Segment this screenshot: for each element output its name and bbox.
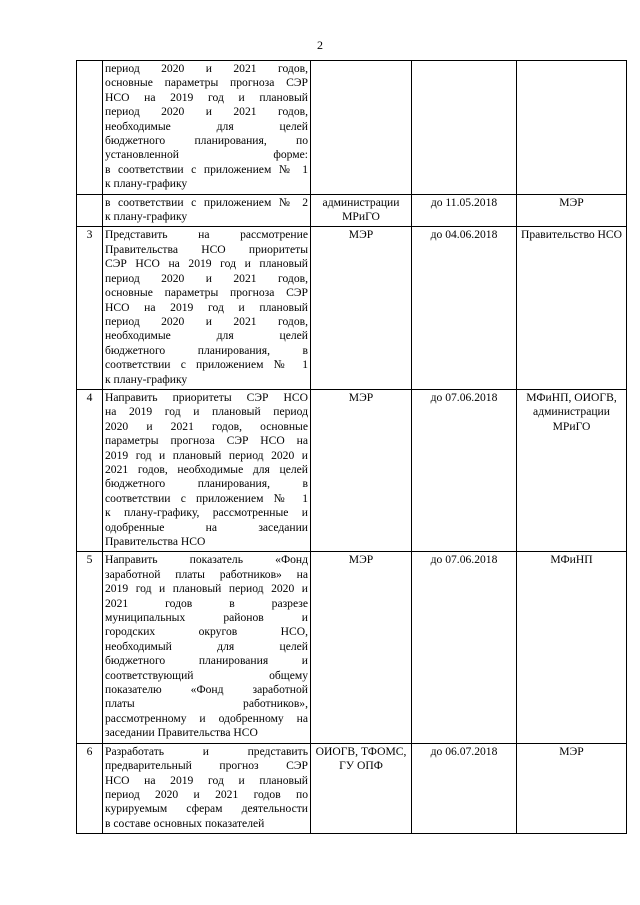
description-line: 2020 и 2021 годов, основные (105, 419, 308, 433)
description-line: на 2019 год и плановый период (105, 405, 308, 419)
description-line: период 2020 и 2021 годов, (105, 314, 308, 328)
description-line: бюджетного планирования, в (105, 343, 308, 357)
table-body (77, 61, 627, 834)
description-line: 2021 годов в разрезе (105, 596, 308, 610)
description-line: необходимые для целей (105, 119, 308, 133)
deadline-cell: до 11.05.2018 (412, 194, 517, 227)
description-line: 2021 годов, необходимые для целей (105, 462, 308, 476)
description-line: к плану-графику (105, 372, 188, 386)
executor-cell: МЭР (311, 389, 412, 551)
description-line: необходимые для целей (105, 329, 308, 343)
description-line: установленной форме: (105, 148, 308, 162)
description-line: НСО на 2019 год и плановый (105, 300, 308, 314)
page-number: 2 (317, 38, 323, 52)
description-line: муниципальных районов и (105, 611, 308, 625)
deadline-cell: до 07.06.2018 (412, 552, 517, 743)
executor-cell: МЭР (311, 552, 412, 743)
description-line: показателю «Фонд заработной (105, 683, 308, 697)
description-line: Направить приоритеты СЭР НСО (105, 390, 308, 404)
description-line: СЭР НСО на 2019 год и плановый (105, 257, 308, 271)
description-line: Правительства НСО приоритеты (105, 242, 308, 256)
description-line: основные параметры прогноза СЭР (105, 286, 308, 300)
description-line: Правительства НСО (105, 535, 206, 548)
recipient-cell: МФиНП, ОИОГВ, администрации МРиГО (517, 389, 627, 551)
task-description (103, 227, 311, 389)
deadline-cell: до 06.07.2018 (412, 743, 517, 833)
description-line: Представить на рассмотрение (105, 228, 308, 242)
description-line: предварительный прогноз СЭР (105, 759, 308, 773)
row-number: 4 (77, 389, 103, 551)
description-line: период 2020 и 2021 годов, (105, 62, 308, 75)
description-line: Направить показатель «Фонд (105, 553, 308, 567)
table-row (77, 552, 627, 743)
task-description (103, 743, 311, 833)
deadline-cell: до 07.06.2018 (412, 389, 517, 551)
row-number: 5 (77, 552, 103, 743)
table-row (77, 743, 627, 833)
description-line: основные параметры прогноза СЭР (105, 76, 308, 90)
table-row (77, 61, 627, 195)
description-line: 2019 год и плановый период 2020 и (105, 582, 308, 596)
description-line: параметры прогноза СЭР НСО на (105, 434, 308, 448)
description-line: Разработать и представить (105, 744, 308, 758)
description-line: соответствующий общему (105, 668, 308, 682)
description-line: заседании Правительства НСО (105, 726, 258, 740)
executor-cell: МЭР (311, 227, 412, 389)
description-line: в соответствии с приложением № 2 (105, 195, 308, 209)
description-line: в составе основных показателей (105, 816, 265, 830)
description-line: период 2020 и 2021 годов по (105, 787, 308, 801)
description-line: в соответствии с приложением № 1 (105, 162, 308, 176)
row-number: 6 (77, 743, 103, 833)
description-line: курируемым сферам деятельности (105, 802, 308, 816)
plan-schedule-table (76, 60, 627, 834)
description-line: НСО на 2019 год и плановый (105, 90, 308, 104)
task-description (103, 389, 311, 551)
description-line: необходимый для целей (105, 639, 308, 653)
recipient-cell: МФиНП (517, 552, 627, 743)
description-line: заработной платы работников» на (105, 567, 308, 581)
description-line: к плану-графику, рассмотренные и (105, 506, 308, 520)
table-row (77, 194, 627, 227)
description-line: соответствии с приложением № 1 (105, 491, 308, 505)
description-line: бюджетного планирования и (105, 654, 308, 668)
recipient-cell (517, 61, 627, 195)
description-line: к плану-графику (105, 210, 188, 224)
description-line: период 2020 и 2021 годов, (105, 105, 308, 119)
description-line: одобренные на заседании (105, 520, 308, 534)
description-line: бюджетного планирования, по (105, 134, 308, 148)
row-number (77, 194, 103, 227)
task-description (103, 552, 311, 743)
deadline-cell (412, 61, 517, 195)
description-line: 2019 год и плановый период 2020 и (105, 448, 308, 462)
task-description (103, 61, 311, 195)
row-number (77, 61, 103, 195)
description-line: рассмотренному и одобренному на (105, 711, 308, 725)
description-line: платы работников», (105, 697, 308, 711)
description-line: период 2020 и 2021 годов, (105, 271, 308, 285)
executor-cell: администрации МРиГО (311, 194, 412, 227)
description-line: к плану-графику (105, 177, 188, 191)
description-line: бюджетного планирования, в (105, 477, 308, 491)
executor-cell (311, 61, 412, 195)
task-description (103, 194, 311, 227)
recipient-cell: Правительство НСО (517, 227, 627, 389)
description-line: городских округов НСО, (105, 625, 308, 639)
recipient-cell: МЭР (517, 743, 627, 833)
description-line: НСО на 2019 год и плановый (105, 773, 308, 787)
executor-cell: ОИОГВ, ТФОМС, ГУ ОПФ (311, 743, 412, 833)
deadline-cell: до 04.06.2018 (412, 227, 517, 389)
table-row (77, 389, 627, 551)
row-number: 3 (77, 227, 103, 389)
table-row (77, 227, 627, 389)
description-line: соответствии с приложением № 1 (105, 358, 308, 372)
recipient-cell: МЭР (517, 194, 627, 227)
